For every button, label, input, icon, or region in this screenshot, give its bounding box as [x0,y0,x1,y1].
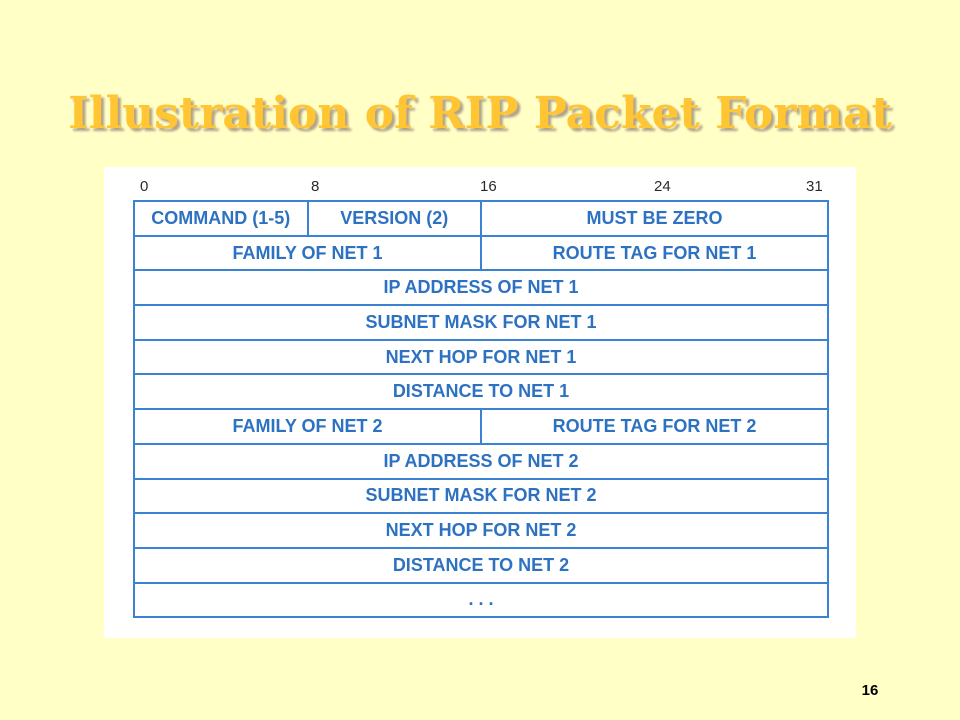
field-next-hop-net2: NEXT HOP FOR NET 2 [135,514,829,547]
packet-row-net2-family [135,410,829,445]
field-route-tag-net1: ROUTE TAG FOR NET 1 [482,237,829,270]
bit-label-0: 0 [140,178,149,195]
packet-row-net1-family [135,237,829,272]
field-version: VERSION (2) [309,202,483,235]
bit-label-16: 16 [480,178,497,195]
packet-row-net1-mask [135,306,829,341]
field-route-tag-net2: ROUTE TAG FOR NET 2 [482,410,829,443]
slide-title: Illustration of RIP Packet Format [68,88,892,139]
field-distance-net2: DISTANCE TO NET 2 [135,549,829,582]
packet-row-net2-distance [135,549,829,584]
packet-row-net1-nexthop [135,341,829,376]
packet-row-net2-mask [135,480,829,515]
field-ip-address-net1: IP ADDRESS OF NET 1 [135,271,829,304]
page-number: 16 [861,682,879,699]
field-next-hop-net1: NEXT HOP FOR NET 1 [135,341,829,374]
field-distance-net1: DISTANCE TO NET 1 [135,375,829,408]
field-family-net1: FAMILY OF NET 1 [135,237,482,270]
rip-packet-diagram [104,167,856,638]
packet-row-header [135,202,829,237]
packet-row-net1-distance [135,375,829,410]
field-subnet-mask-net1: SUBNET MASK FOR NET 1 [135,306,829,339]
bit-label-24: 24 [654,178,671,195]
field-command: COMMAND (1-5) [135,202,309,235]
bit-label-8: 8 [311,178,320,195]
field-family-net2: FAMILY OF NET 2 [135,410,482,443]
packet-row-net2-ip [135,445,829,480]
field-must-be-zero: MUST BE ZERO [482,202,829,235]
bit-label-31: 31 [806,178,823,195]
field-subnet-mask-net2: SUBNET MASK FOR NET 2 [135,480,829,513]
packet-format-table [133,200,829,618]
packet-row-net1-ip [135,271,829,306]
field-ellipsis: . . . [135,584,829,617]
packet-row-net2-nexthop [135,514,829,549]
packet-row-ellipsis [135,584,829,619]
field-ip-address-net2: IP ADDRESS OF NET 2 [135,445,829,478]
